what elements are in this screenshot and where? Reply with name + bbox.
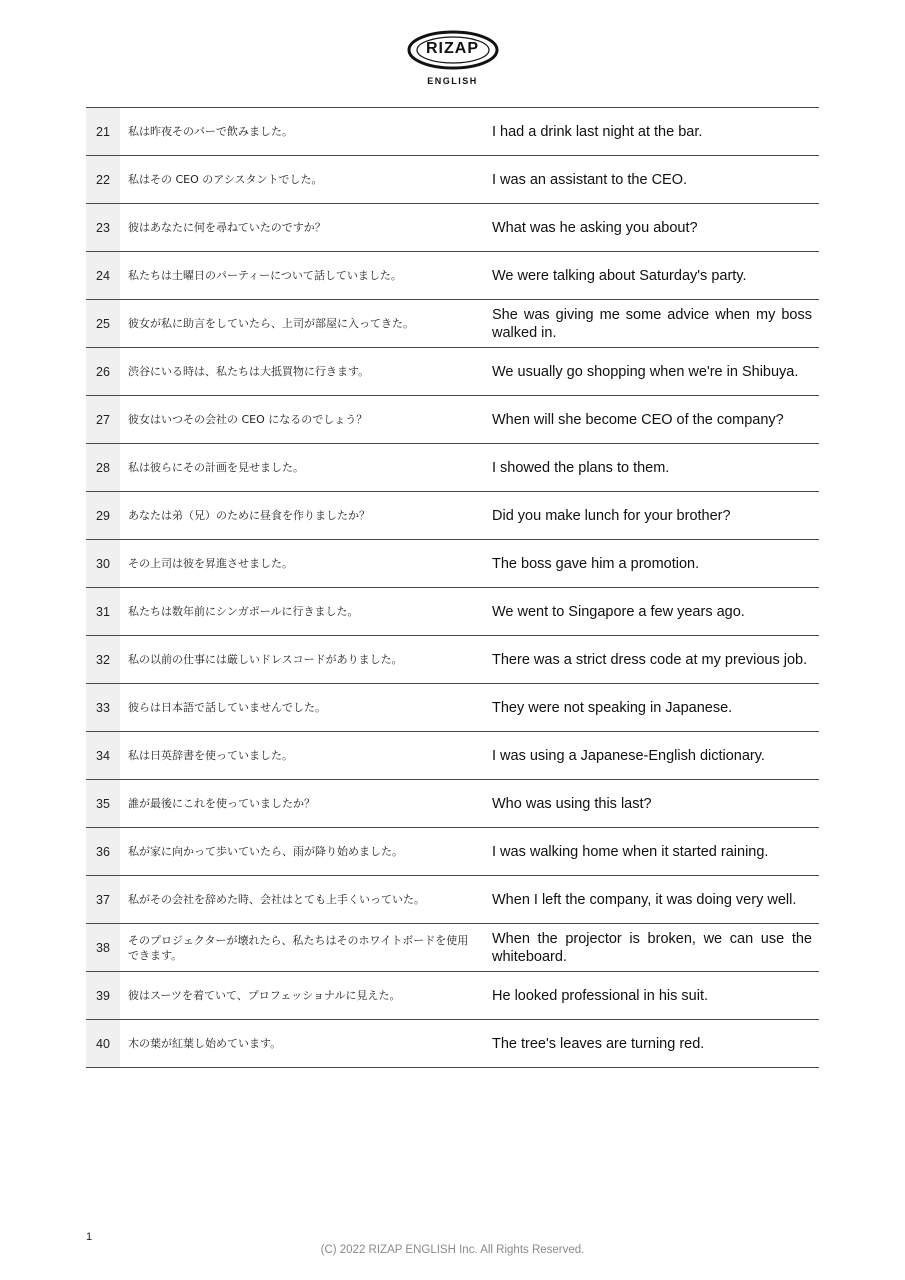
row-number: 29 [86, 492, 120, 540]
english-sentence: When I left the company, it was doing very well. [482, 876, 819, 924]
table-row [86, 444, 819, 492]
row-number: 30 [86, 540, 120, 588]
page-number: 1 [86, 1231, 93, 1243]
table-row [86, 396, 819, 444]
row-number: 39 [86, 972, 120, 1020]
page-header [0, 26, 905, 86]
table-row [86, 684, 819, 732]
table-row [86, 108, 819, 156]
japanese-sentence: 私は昨夜そのバーで飲みました。 [120, 108, 482, 156]
japanese-sentence: 誰が最後にこれを使っていましたか？ [120, 780, 482, 828]
row-number: 37 [86, 876, 120, 924]
row-number: 26 [86, 348, 120, 396]
japanese-sentence: その上司は彼を昇進させました。 [120, 540, 482, 588]
japanese-sentence: 私の以前の仕事には厳しいドレスコードがありました。 [120, 636, 482, 684]
english-sentence: We went to Singapore a few years ago. [482, 588, 819, 636]
english-sentence: I showed the plans to them. [482, 444, 819, 492]
table-row [86, 636, 819, 684]
row-number: 38 [86, 924, 120, 972]
row-number: 23 [86, 204, 120, 252]
row-number: 24 [86, 252, 120, 300]
english-sentence: What was he asking you about? [482, 204, 819, 252]
table-row [86, 204, 819, 252]
table-row [86, 876, 819, 924]
table-row [86, 828, 819, 876]
table-row [86, 348, 819, 396]
table-row [86, 252, 819, 300]
english-sentence: She was giving me some advice when my boss walked in. [482, 300, 819, 348]
row-number: 31 [86, 588, 120, 636]
table-row [86, 588, 819, 636]
japanese-sentence: 木の葉が紅葉し始めています。 [120, 1020, 482, 1068]
english-sentence: I was walking home when it started raining. [482, 828, 819, 876]
english-sentence: Who was using this last? [482, 780, 819, 828]
english-sentence: We were talking about Saturday's party. [482, 252, 819, 300]
table-row [86, 300, 819, 348]
english-sentence: The boss gave him a promotion. [482, 540, 819, 588]
japanese-sentence: 私が家に向かって歩いていたら、雨が降り始めました。 [120, 828, 482, 876]
japanese-sentence: 彼女はいつその会社の CEO になるのでしょう？ [120, 396, 482, 444]
japanese-sentence: 渋谷にいる時は、私たちは大抵買物に行きます。 [120, 348, 482, 396]
table-row [86, 924, 819, 972]
row-number: 32 [86, 636, 120, 684]
row-number: 27 [86, 396, 120, 444]
japanese-sentence: 私たちは土曜日のパーティーについて話していました。 [120, 252, 482, 300]
japanese-sentence: 私は彼らにその計画を見せました。 [120, 444, 482, 492]
japanese-sentence: 彼女が私に助言をしていたら、上司が部屋に入ってきた。 [120, 300, 482, 348]
row-number: 40 [86, 1020, 120, 1068]
table-row [86, 156, 819, 204]
table-row [86, 540, 819, 588]
japanese-sentence: 彼はあなたに何を尋ねていたのですか？ [120, 204, 482, 252]
japanese-sentence: 私たちは数年前にシンガポールに行きました。 [120, 588, 482, 636]
row-number: 22 [86, 156, 120, 204]
english-sentence: I was an assistant to the CEO. [482, 156, 819, 204]
row-number: 33 [86, 684, 120, 732]
table-row [86, 492, 819, 540]
row-number: 34 [86, 732, 120, 780]
row-number: 25 [86, 300, 120, 348]
logo-subtitle: ENGLISH [427, 76, 478, 86]
english-sentence: There was a strict dress code at my previous job. [482, 636, 819, 684]
row-number: 35 [86, 780, 120, 828]
english-sentence: When will she become CEO of the company? [482, 396, 819, 444]
japanese-sentence: あなたは弟（兄）のために昼食を作りましたか？ [120, 492, 482, 540]
table-row [86, 972, 819, 1020]
logo-text: RIZAP [426, 40, 479, 57]
japanese-sentence: そのプロジェクターが壊れたら、私たちはそのホワイトボードを使用できます。 [120, 924, 482, 972]
copyright-footer: (C) 2022 RIZAP ENGLISH Inc. All Rights Reserved. [320, 1244, 585, 1256]
english-sentence: I had a drink last night at the bar. [482, 108, 819, 156]
table-row [86, 780, 819, 828]
japanese-sentence: 私はその CEO のアシスタントでした。 [120, 156, 482, 204]
rizap-logo [403, 26, 503, 74]
japanese-sentence: 私がその会社を辞めた時、会社はとても上手くいっていた。 [120, 876, 482, 924]
row-number: 36 [86, 828, 120, 876]
japanese-sentence: 彼らは日本語で話していませんでした。 [120, 684, 482, 732]
row-number: 21 [86, 108, 120, 156]
sentence-table [86, 107, 819, 1068]
table-row [86, 732, 819, 780]
english-sentence: He looked professional in his suit. [482, 972, 819, 1020]
english-sentence: When the projector is broken, we can use the whiteboard. [482, 924, 819, 972]
japanese-sentence: 彼はスーツを着ていて、プロフェッショナルに見えた。 [120, 972, 482, 1020]
row-number: 28 [86, 444, 120, 492]
english-sentence: We usually go shopping when we're in Shibuya. [482, 348, 819, 396]
english-sentence: They were not speaking in Japanese. [482, 684, 819, 732]
english-sentence: The tree's leaves are turning red. [482, 1020, 819, 1068]
table-row [86, 1020, 819, 1068]
english-sentence: Did you make lunch for your brother? [482, 492, 819, 540]
sentence-table-body [86, 108, 819, 1068]
english-sentence: I was using a Japanese-English dictionary. [482, 732, 819, 780]
japanese-sentence: 私は日英辞書を使っていました。 [120, 732, 482, 780]
